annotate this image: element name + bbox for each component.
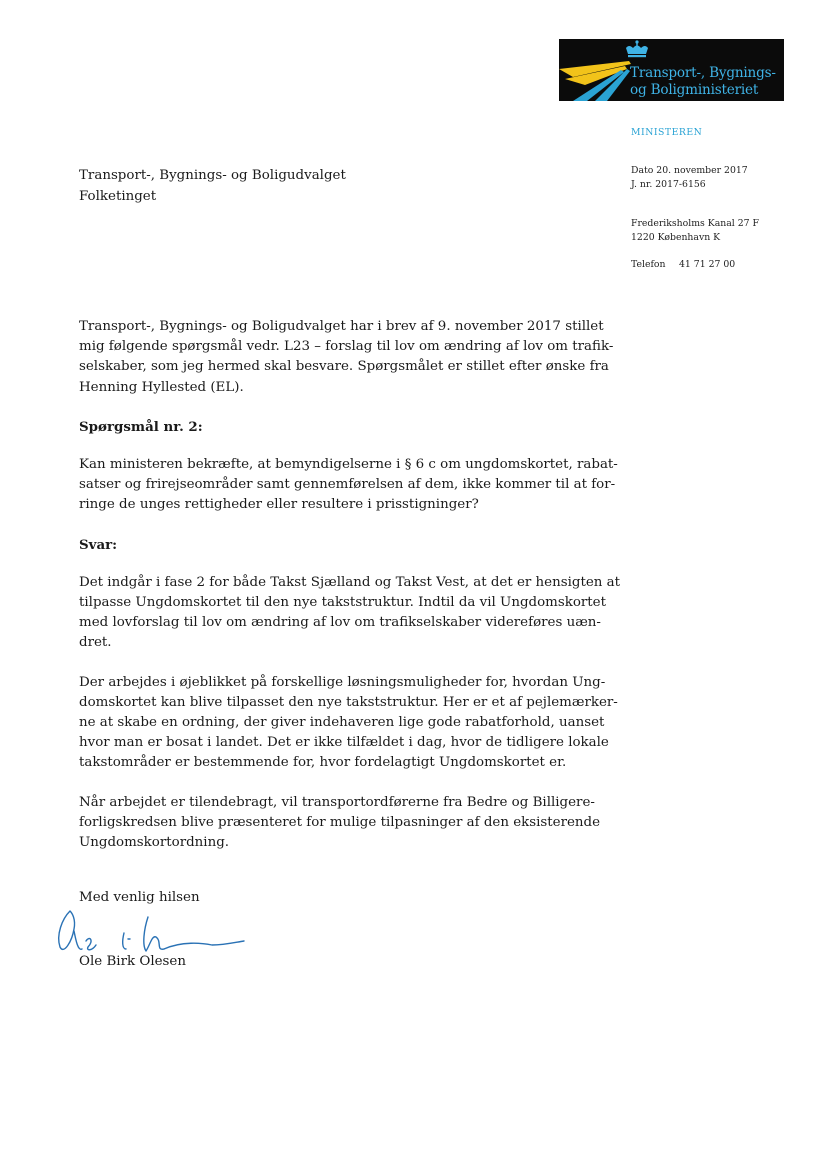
logo-text-line2: og Boligministeriet [630, 82, 759, 98]
answer-line: Når arbejdet er tilendebragt, vil transportordførerne fra Bedre og Billigere- [79, 794, 595, 810]
answer-line: Ungdomskortordning. [79, 835, 230, 851]
ministry-logo [559, 39, 784, 101]
answer-heading: Svar: [79, 536, 118, 553]
intro-line: Transport-, Bygnings- og Boligudvalget har i brev af 9. november 2017 stillet [79, 319, 604, 334]
answer-paragraph-3 [79, 793, 601, 854]
address-line-2: 1220 København K [631, 232, 721, 243]
phone-number: 41 71 27 00 [679, 259, 736, 270]
intro-line: selskaber, som jeg hermed skal besvare. Spørgsmålet er stillet efter ønske fra [79, 359, 609, 375]
intro-line: mig følgende spørgsmål vedr. L23 – forslag til lov om ændring af lov om trafik- [79, 339, 614, 355]
question-line: Kan ministeren bekræfte, at bemyndigelserne i § 6 c om ungdomskortet, rabat- [79, 457, 618, 473]
phone-row [631, 258, 735, 272]
crown-icon [626, 40, 648, 57]
answer-line: takstområder er bestemmende for, hvor fordelagtigt Ungdomskortet er. [79, 755, 567, 771]
question-line: ringe de unges rettigheder eller resultere i prisstigninger? [79, 497, 479, 513]
logo-text-line1: Transport-, Bygnings- [630, 65, 776, 81]
answer-paragraph-2 [79, 673, 618, 774]
signer-name: Ole Birk Olesen [79, 954, 186, 969]
intro-line: Henning Hyllested (EL). [79, 379, 244, 395]
letter-body [79, 317, 620, 872]
answer-line: domskortet kan blive tilpasset den nye takststruktur. Her er et af pejlemærker- [79, 694, 618, 710]
answer-line: hvor man er bosat i landet. Det er ikke tilfældet i dag, hvor de tidligere lokale [79, 735, 609, 751]
recipient-line-1: Transport-, Bygnings- og Boligudvalget [79, 168, 346, 183]
answer-line: med lovforslag til lov om ændring af lov om trafikselskaber videreføres uæn- [79, 615, 601, 631]
address-line-1: Frederiksholms Kanal 27 F [631, 218, 759, 229]
question-heading: Spørgsmål nr. 2: [79, 418, 203, 435]
answer-line: dret. [79, 635, 112, 651]
intro-paragraph [79, 317, 614, 398]
question-line: satser og frirejseområder samt gennemførelsen af dem, ikke kommer til at for- [79, 477, 616, 493]
office-label: MINISTEREN [631, 127, 703, 138]
closing-greeting: Med venlig hilsen [79, 890, 200, 905]
answer-line: tilpasse Ungdomskortet til den nye takststruktur. Indtil da vil Ungdomskortet [79, 595, 606, 611]
answer-line: forligskredsen blive præsenteret for mulige tilpasninger af den eksisterende [79, 814, 601, 830]
journal-number: J. nr. 2017-6156 [631, 179, 706, 190]
question-paragraph [79, 455, 618, 516]
answer-line: Det indgår i fase 2 for både Takst Sjælland og Takst Vest, at det er hensigten at [79, 574, 620, 590]
recipient-block [79, 165, 346, 207]
recipient-line-2: Folketinget [79, 189, 157, 204]
answer-line: Der arbejdes i øjeblikket på forskellige løsningsmuligheder for, hvordan Ung- [79, 674, 606, 690]
answer-paragraph-1 [79, 573, 620, 654]
phone-label: Telefon [631, 259, 666, 270]
answer-line: ne at skabe en ordning, der giver indehaveren lige gode rabatforhold, uanset [79, 715, 605, 731]
letter-date: Dato 20. november 2017 [631, 165, 748, 176]
